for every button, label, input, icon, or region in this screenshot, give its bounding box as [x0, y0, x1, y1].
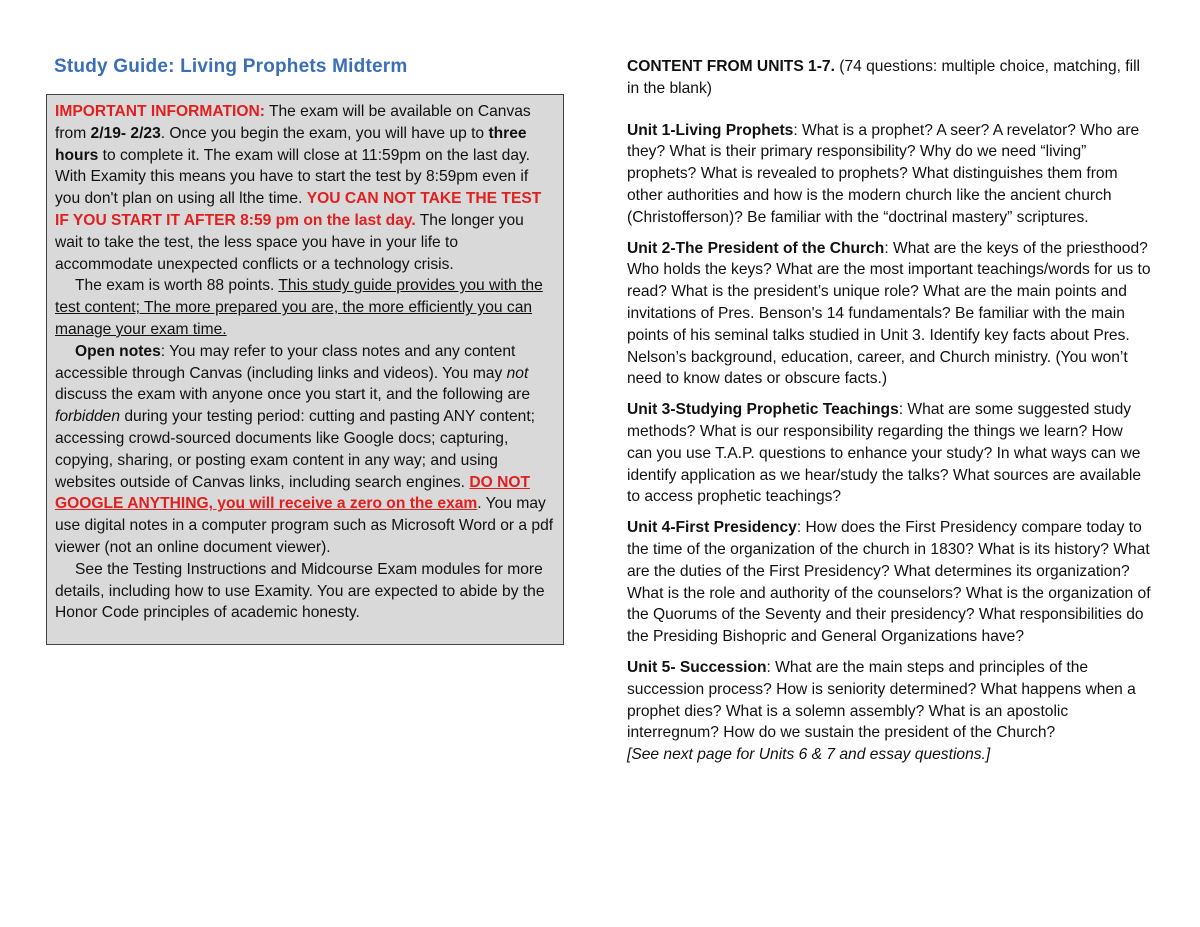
unit-1-text: : What is a prophet? A seer? A revelator? Who are they? What is their primary responsibility? Why do we need “living” prophets? What is revealed to prophets? What distinguishes them from other authorities and how is the modern church like the ancient church (Christofferson)? Be familiar with the “doctrinal mastery” scriptures.: [627, 121, 1140, 226]
unit-2-section: [627, 238, 1152, 391]
time-limit: three hours: [55, 124, 527, 164]
page-title: Study Guide: Living Prophets Midterm: [54, 56, 408, 77]
availability-text: The exam will be available on Canvas from: [55, 103, 531, 142]
availability-text-4: The longer you wait to take the test, the less space you have in your life to accommodate unexpected conflicts or a technology crisis.: [55, 211, 524, 273]
exam-dates: 2/19- 2/23: [90, 124, 161, 142]
content-detail: (74 questions: multiple choice, matching, fill in the blank): [627, 58, 1141, 97]
unit-3-section: [627, 399, 1152, 508]
unit-5-heading: Unit 5- Succession: [627, 658, 767, 676]
availability-text-2: . Once you begin the exam, you will have up to: [160, 124, 489, 142]
open-notes-paragraph: [55, 341, 555, 559]
forbidden-emphasis: forbidden: [55, 408, 121, 426]
unit-3-text: : What are some suggested study methods? What is our responsibility regarding the things we learn? How can you use T.A.P. questions to enhance your study? In what ways can we identify application as we hear/study the talks? What sources are available to access prophetic teachings?: [627, 401, 1142, 506]
exam-availability-paragraph: [55, 101, 555, 275]
unit-3-heading: Unit 3-Studying Prophetic Teachings: [627, 401, 899, 419]
points-text: The exam is worth 88 points.: [75, 277, 279, 295]
unit-2-heading: Unit 2-The President of the Church: [627, 239, 885, 257]
unit-5-text: : What are the main steps and principles of the succession process? How is seniority determined? What happens when a prophet dies? What is a solemn assembly? What is an apostolic interregnum? How do we sustain the president of the Church?: [627, 658, 1136, 742]
important-label: IMPORTANT INFORMATION:: [55, 103, 265, 120]
unit-4-heading: Unit 4-First Presidency: [627, 519, 797, 537]
right-column: [627, 56, 1152, 775]
next-page-note: [See next page for Units 6 & 7 and essay questions.]: [627, 746, 991, 764]
deadline-warning: YOU CAN NOT TAKE THE TEST IF YOU START IT AFTER 8:59 pm on the last day.: [55, 190, 542, 229]
unit-5-section: [627, 657, 1152, 744]
testing-instructions-paragraph: See the Testing Instructions and Midcourse Exam modules for more details, including how to use Examity. You are expected to abide by the Honor Code principles of academic honesty.: [55, 560, 545, 622]
open-notes-text: : You may refer to your class notes and any content accessible through Canvas (including links and videos). You may: [55, 342, 516, 382]
content-label: CONTENT FROM UNITS 1-7.: [627, 58, 835, 75]
open-notes-label: Open notes: [75, 342, 161, 360]
unit-4-section: [627, 517, 1152, 648]
availability-text-3: to complete it. The exam will close at 11:59pm on the last day. With Examity this means you have to start the test by 8:59pm even if you don't plan on using all lthe time.: [55, 146, 530, 208]
important-information-box: [46, 94, 564, 645]
unit-4-text: : How does the First Presidency compare today to the time of the organization of the church in 1830? What is its history? What are the duties of the First Presidency? What determines its organization? What is the role and authority of the counselors? What is the organization of the Quorums of the Seventy and their presidency? What responsibilities do the Presiding Bishopric and General Organizations have?: [627, 519, 1151, 646]
not-emphasis: not: [506, 364, 529, 382]
unit-2-text: : What are the keys of the priesthood? Who holds the keys? What are the most important teachings/words for us to read? What is the president’s unique role? What are the main points and invitations of Pres. Benson's 14 fundamentals? Be familiar with the main points of his seminal talks studied in Unit 3. Identify key facts about Pres. Nelson’s background, education, career, and Church ministry. (You won’t need to know dates or obscure facts.): [627, 239, 1151, 388]
open-notes-text-4: . You may use digital notes in a computer program such as Microsoft Word or a pdf viewer (not an online document viewer).: [55, 495, 554, 556]
points-paragraph: [55, 275, 555, 340]
open-notes-text-2: discuss the exam with anyone once you start it, and the following are: [55, 386, 531, 404]
open-notes-text-3: during your testing period: cutting and pasting ANY content; accessing crowd-sourced documents like Google docs; capturing, copying, sharing, or posting exam content in any way; and using websites outside of Canvas links, including search engines.: [55, 408, 535, 491]
study-guide-note: This study guide provides you with the test content; The more prepared you are, the more efficiently you can manage your exam time.: [55, 277, 543, 338]
unit-1-section: [627, 120, 1152, 229]
content-heading: [627, 56, 1152, 100]
unit-1-heading: Unit 1-Living Prophets: [627, 121, 794, 139]
left-column: [46, 56, 566, 645]
google-warning: DO NOT GOOGLE ANYTHING, you will receive a zero on the exam: [55, 473, 530, 513]
